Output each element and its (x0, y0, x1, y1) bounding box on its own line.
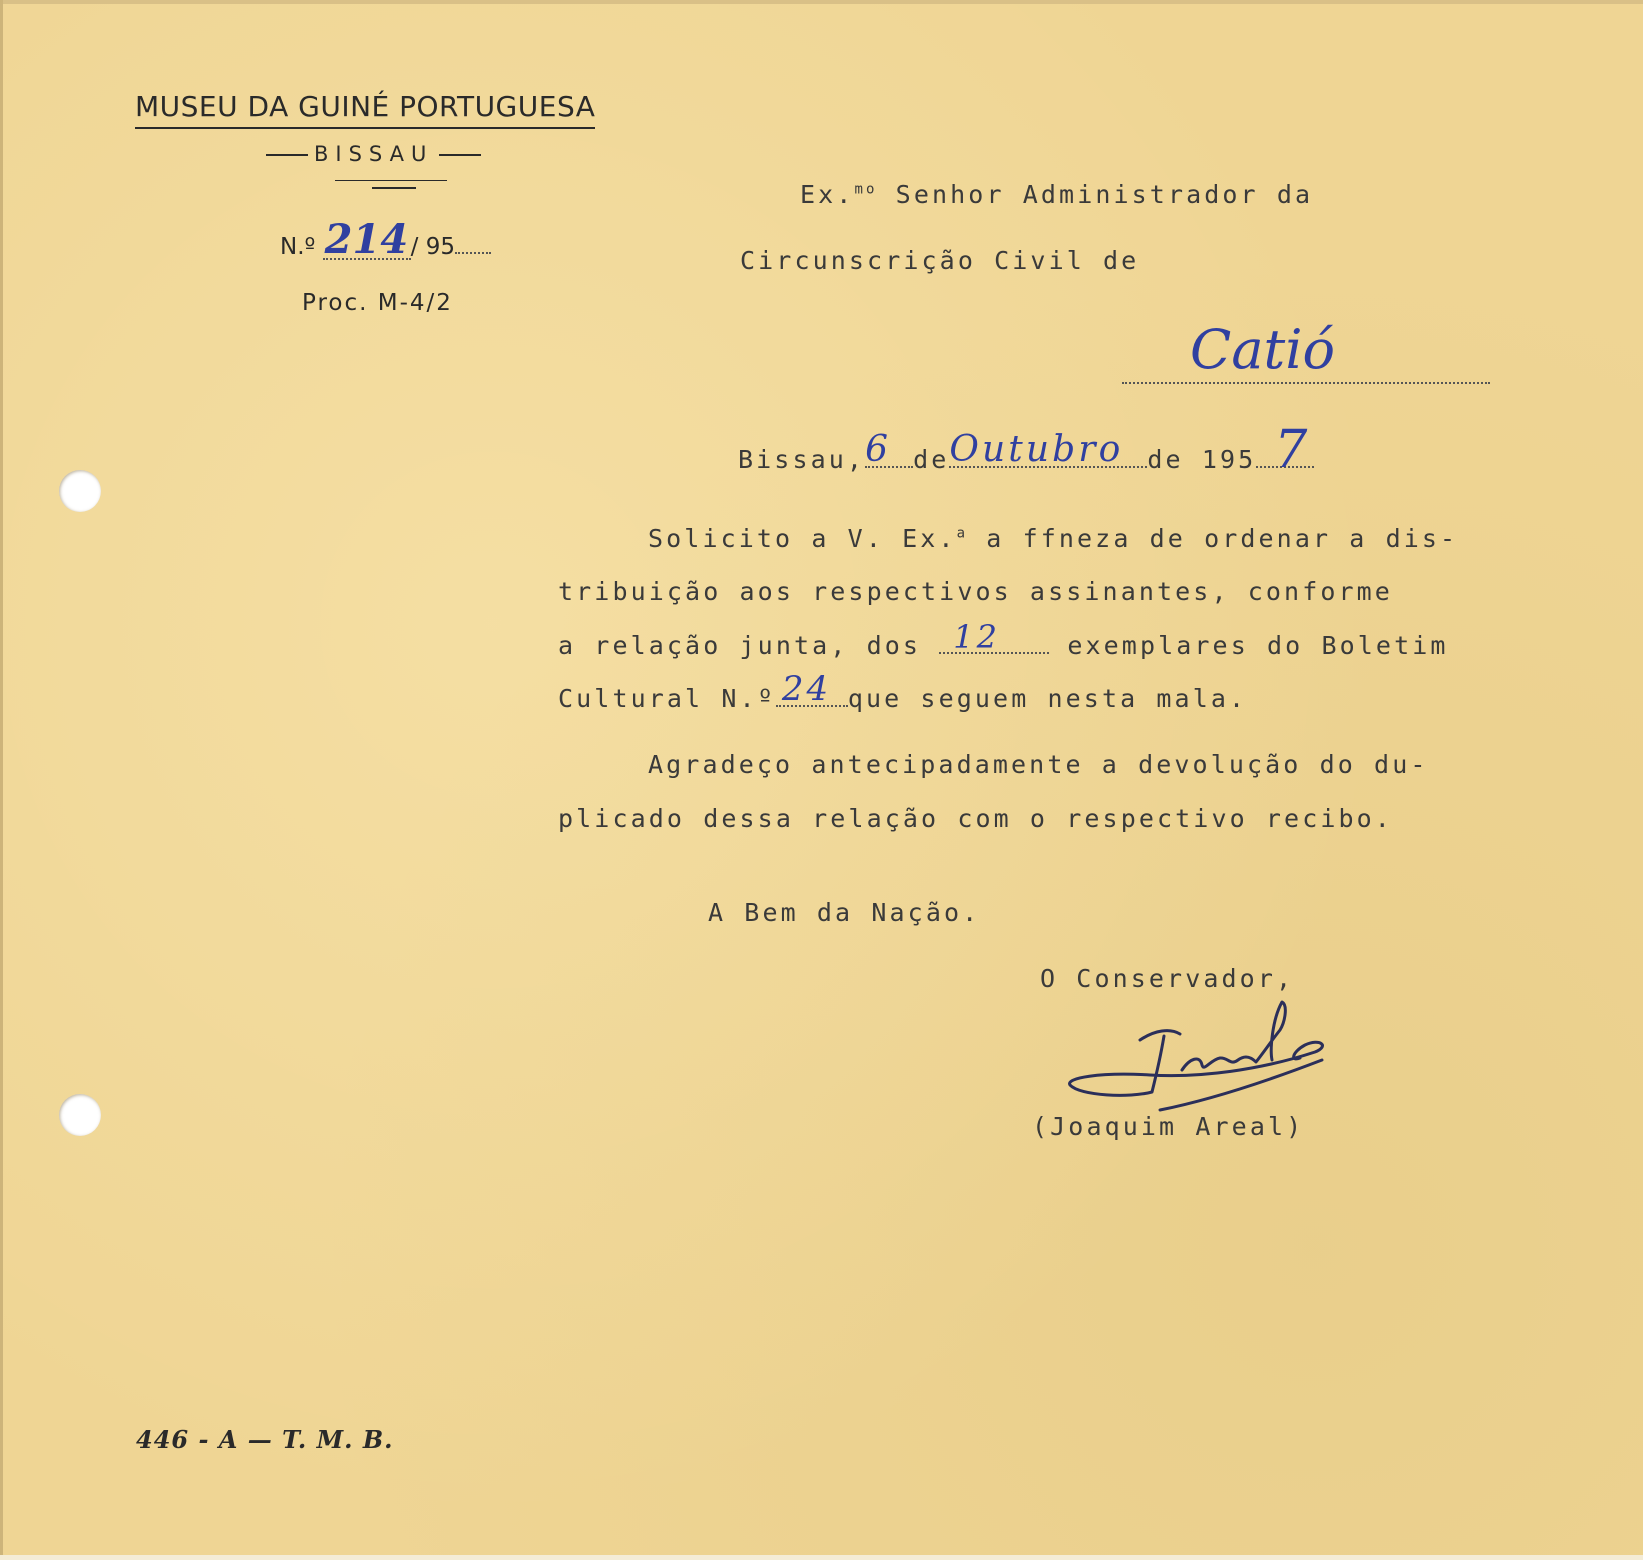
handwritten-year-digit: 7 (1274, 420, 1311, 480)
paper-edge-top (0, 0, 1643, 4)
institution-name: MUSEU DA GUINÉ PORTUGUESA (135, 90, 595, 129)
body-text: a ffneza de ordenar a dis- (968, 524, 1459, 553)
body-line-3 (558, 618, 1449, 660)
salutation: A Bem da Nação. (708, 898, 981, 927)
reference-number (280, 216, 491, 263)
signatory-title: O Conservador, (1040, 964, 1295, 993)
body-text: a relação junta, dos (558, 631, 922, 660)
body-line-1 (648, 524, 1458, 553)
body-line-6: plicado dessa relação com o respectivo recibo. (558, 804, 1393, 833)
number-label: N.º (280, 234, 316, 260)
paper-edge-left (0, 0, 3, 1560)
punch-hole-lower (59, 1094, 101, 1136)
day-field (865, 429, 913, 470)
date-de-2: de 195 (1147, 445, 1257, 474)
body-line-5: Agradeço antecipadamente a devolução do du- (648, 750, 1429, 779)
addressee-prefix: Ex. (800, 180, 855, 209)
body-text: que seguem nesta mala. (847, 684, 1248, 713)
addressee-line-1 (800, 180, 1313, 209)
place-field (1122, 382, 1490, 384)
handwritten-signature (1060, 1000, 1350, 1120)
handwritten-copies: 12 (953, 618, 1001, 656)
print-code: 446 - A — T. M. B. (136, 1425, 394, 1454)
addressee-title: Senhor Administrador da (877, 180, 1314, 209)
handwritten-day: 6 (865, 429, 892, 470)
addressee-superscript: mo (854, 181, 878, 198)
body-text: Cultural N.º (558, 684, 776, 713)
handwritten-number: 214 (324, 216, 409, 263)
letterhead (135, 90, 655, 166)
bulletin-number-field (776, 669, 848, 709)
handwritten-place: Catió (1190, 318, 1335, 381)
dash-right (439, 154, 481, 156)
addressee-line-2: Circunscrição Civil de (740, 246, 1140, 275)
paper-edge-bottom (0, 1555, 1643, 1560)
dateline (738, 420, 1314, 480)
body-superscript: a (956, 525, 969, 542)
handwritten-bulletin-number: 24 (781, 669, 832, 709)
dash-left (266, 154, 308, 156)
body-line-4 (558, 669, 1248, 713)
body-text: Solicito a V. Ex. (648, 524, 957, 553)
year-field (455, 232, 491, 254)
year-prefix: / 95 (410, 234, 455, 260)
letterhead-rule-short (372, 187, 416, 189)
letterhead-city (260, 142, 487, 166)
city-name: BISSAU (314, 142, 434, 166)
signatory-name: (Joaquim Areal) (1032, 1112, 1305, 1141)
body-text: exemplares do Boletim (1067, 631, 1449, 660)
letterhead-rule (335, 180, 447, 181)
date-city: Bissau, (738, 445, 866, 474)
handwritten-month: Outubro (949, 429, 1124, 470)
date-de-1: de (913, 445, 950, 474)
process-reference: Proc. M-4/2 (302, 290, 453, 316)
copies-field (939, 618, 1049, 656)
body-line-2: tribuição aos respectivos assinantes, conforme (558, 577, 1393, 606)
punch-hole-upper (59, 470, 101, 512)
number-field (323, 216, 411, 263)
month-field (949, 429, 1147, 470)
year-digit-field (1256, 420, 1314, 480)
